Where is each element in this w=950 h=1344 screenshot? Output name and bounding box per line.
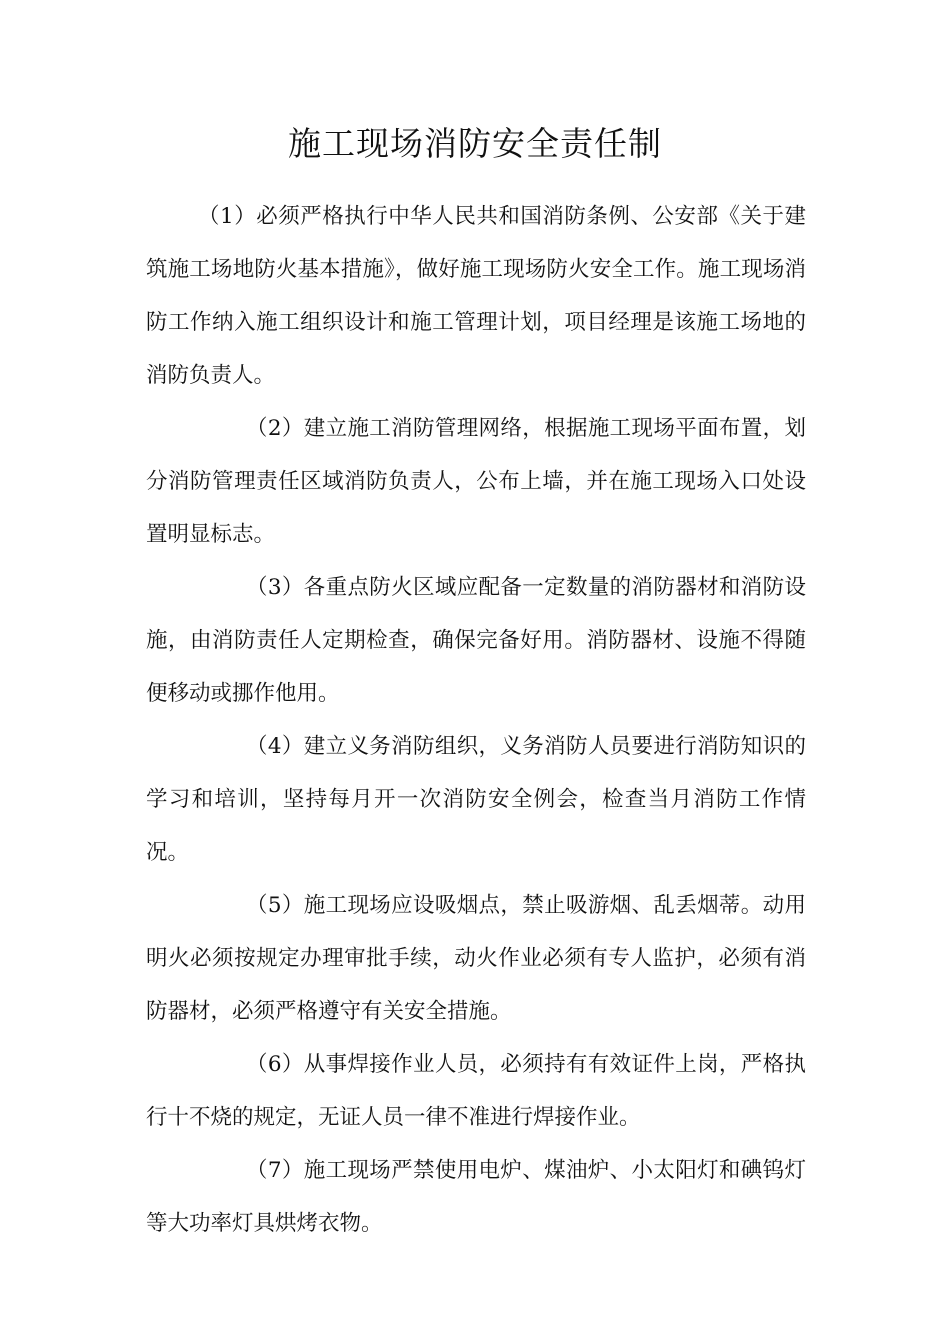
paragraph-1: （1）必须严格执行中华人民共和国消防条例、公安部《关于建筑施工场地防火基本措施》，做好施工现场防火安全工作。施工现场消防工作纳入施工组织设计和施工管理计划，项目经理是该施工场地的消防负责人。 [146,204,806,388]
paragraph-6: （6）从事焊接作业人员，必须持有有效证件上岗，严格执行十不烧的规定，无证人员一律不准进行焊接作业。 [146,1052,806,1130]
document-title: 施工现场消防安全责任制 [288,124,662,163]
paragraph-5: （5）施工现场应设吸烟点，禁止吸游烟、乱丢烟蒂。动用明火必须按规定办理审批手续，动火作业必须有专人监护，必须有消防器材，必须严格遵守有关安全措施。 [146,893,806,1024]
paragraph-7: （7）施工现场严禁使用电炉、煤油炉、小太阳灯和碘钨灯等大功率灯具烘烤衣物。 [146,1158,806,1236]
paragraph-4: （4）建立义务消防组织，义务消防人员要进行消防知识的学习和培训，坚持每月开一次消防安全例会，检查当月消防工作情况。 [146,734,806,865]
paragraph-2: （2）建立施工消防管理网络，根据施工现场平面布置，划分消防管理责任区域消防负责人，公布上墙，并在施工现场入口处设置明显标志。 [146,416,806,547]
paragraph-3: （3）各重点防火区域应配备一定数量的消防器材和消防设施，由消防责任人定期检查，确保完备好用。消防器材、设施不得随便移动或挪作他用。 [146,575,806,706]
document-body [146,190,806,1250]
